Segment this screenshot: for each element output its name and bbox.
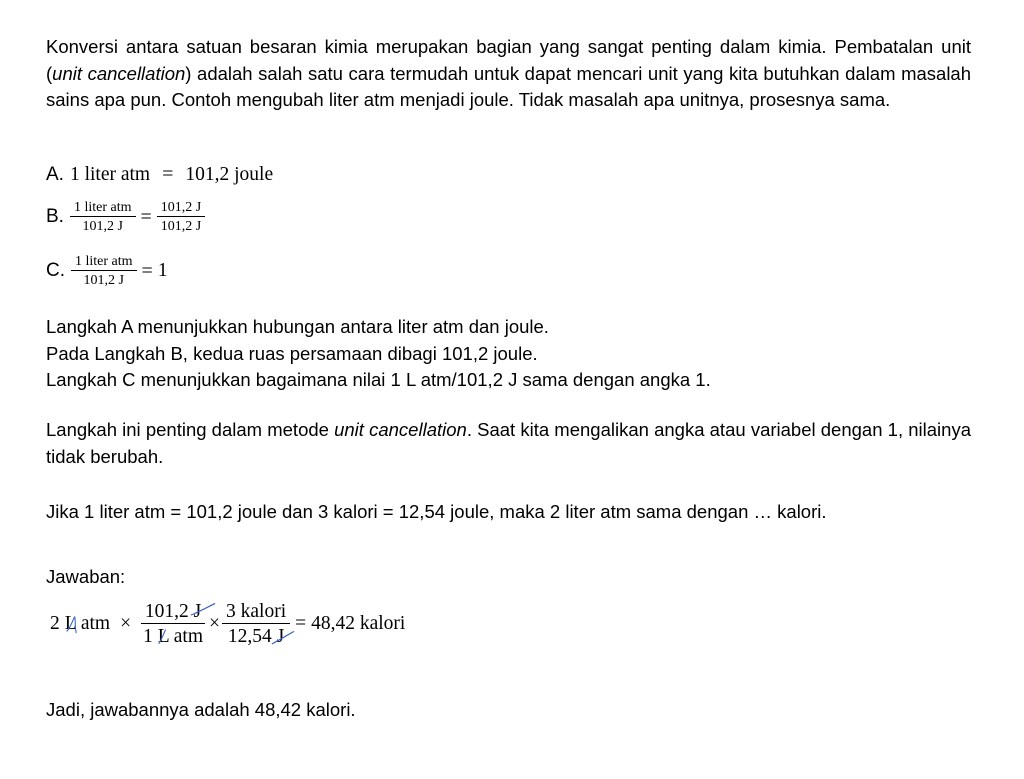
calc-f1-den-unit: L atm bbox=[157, 626, 203, 648]
calc-fraction-1 bbox=[139, 601, 207, 648]
importance-text-1: Langkah ini penting dalam metode bbox=[46, 419, 335, 440]
calc-f1-den-unit-cancelled bbox=[158, 626, 203, 647]
calc-f2-den-value: 12,54 bbox=[227, 626, 272, 648]
calc-equals: = bbox=[295, 613, 307, 635]
calc-fraction-2-denominator bbox=[224, 624, 288, 647]
calc-f1-num-unit: J bbox=[193, 601, 202, 622]
calc-f2-den-unit: J bbox=[276, 626, 285, 648]
calc-f1-num-unit-cancelled bbox=[194, 601, 202, 622]
step-c-label: C. bbox=[46, 260, 65, 282]
calc-term-unit-cancelled bbox=[65, 613, 110, 635]
calc-result: 48,42 kalori bbox=[311, 613, 406, 635]
step-c-denominator: 101,2 J bbox=[83, 273, 124, 289]
step-a-equals: = bbox=[162, 163, 174, 185]
explanation-line-2: Pada Langkah B, kedua ruas persamaan dibagi 101,2 joule. bbox=[46, 342, 538, 364]
calc-term-value: 2 bbox=[50, 613, 60, 635]
intro-paragraph bbox=[46, 34, 971, 114]
explanation-line-3: Langkah C menunjukkan bagaimana nilai 1 L atm/101,2 J sama dengan angka 1. bbox=[46, 369, 711, 390]
step-c-equals: = bbox=[141, 259, 153, 282]
step-b-equals: = bbox=[140, 205, 152, 228]
step-c-rhs: 1 bbox=[157, 260, 168, 282]
calc-fraction-2-numerator: 3 kalori bbox=[222, 601, 290, 624]
importance-paragraph bbox=[46, 417, 971, 470]
step-b-fraction-left bbox=[70, 200, 136, 235]
explanation-block bbox=[46, 314, 971, 394]
calc-fraction-1-denominator bbox=[139, 624, 207, 647]
step-b-denominator-left: 101,2 J bbox=[82, 219, 123, 235]
step-b-denominator-right: 101,2 J bbox=[160, 219, 202, 235]
explanation-line-1: Langkah A menunjukkan hubungan antara liter atm dan joule. bbox=[46, 316, 549, 337]
calc-term-unit: L atm bbox=[64, 613, 111, 635]
step-c-numerator: 1 liter atm bbox=[71, 254, 137, 271]
calc-fraction-1-numerator bbox=[141, 601, 205, 624]
step-a-rhs: 101,2 joule bbox=[185, 163, 274, 185]
step-b-numerator-left: 1 liter atm bbox=[70, 200, 136, 217]
step-a-lhs: 1 liter atm bbox=[69, 163, 151, 185]
calc-f2-den-unit-cancelled bbox=[277, 626, 285, 647]
intro-text-1: Konversi antara satuan besaran kimia merupakan bagian yang sangat penting dalam kimia. Pembatalan unit ( bbox=[46, 36, 971, 84]
answer-label: Jawaban: bbox=[46, 566, 126, 587]
importance-text-2: . Saat kita mengalikan angka atau variabel dengan 1, nilainya tidak berubah. bbox=[46, 419, 971, 467]
answer-calculation bbox=[50, 601, 405, 648]
step-b bbox=[46, 200, 205, 235]
step-c-fraction bbox=[71, 254, 137, 289]
calc-fraction-2 bbox=[222, 601, 290, 648]
calc-f1-den-value: 1 bbox=[143, 626, 153, 648]
calc-f1-num-value: 101,2 bbox=[144, 601, 189, 622]
step-a bbox=[46, 163, 273, 186]
question-text: Jika 1 liter atm = 101,2 joule dan 3 kalori = 12,54 joule, maka 2 liter atm sama dengan … kalori. bbox=[46, 501, 827, 522]
intro-text-2: ) adalah salah satu cara termudah untuk dapat mencari unit yang kita butuhkan dalam masalah sains apa pun. Contoh mengubah liter atm menjadi joule. Tidak masalah apa unitnya, prosesnya sama. bbox=[46, 62, 972, 110]
step-b-numerator-right: 101,2 J bbox=[157, 200, 205, 217]
step-b-fraction-right bbox=[157, 200, 205, 235]
conclusion-text: Jadi, jawabannya adalah 48,42 kalori. bbox=[46, 699, 356, 720]
step-b-label: B. bbox=[46, 206, 64, 228]
intro-emphasis: unit cancellation bbox=[52, 62, 186, 84]
calc-times-1: × bbox=[120, 613, 132, 635]
step-c bbox=[46, 254, 168, 289]
importance-emphasis: unit cancellation bbox=[334, 419, 467, 440]
step-a-label: A. bbox=[46, 163, 64, 185]
calc-times-2: × bbox=[209, 613, 220, 635]
